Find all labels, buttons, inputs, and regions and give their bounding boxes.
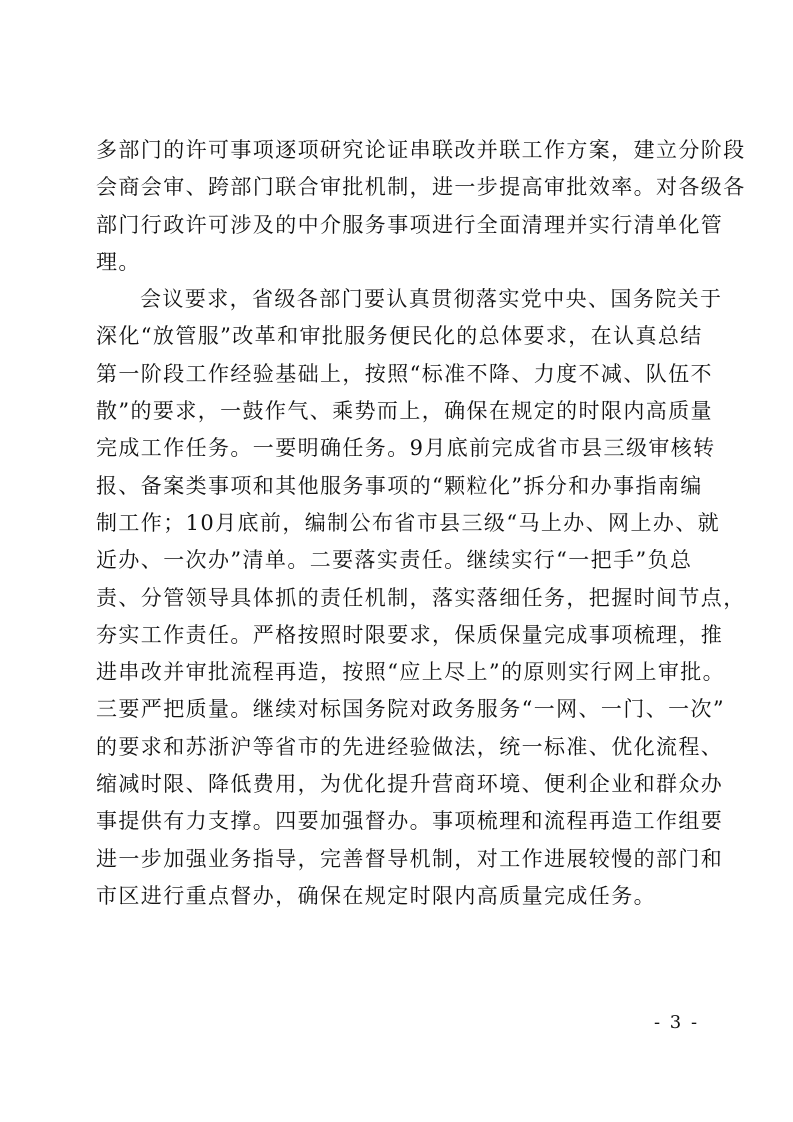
text-line: 进串改并审批流程再造，按照“应上尽上”的原则实行网上审批。 [96, 660, 726, 685]
text-line: 散”的要求，一鼓作气、乘势而上，确保在规定的时限内高质量 [96, 399, 713, 424]
text-line: 报、备案类事项和其他服务事项的“颗粒化”拆分和办事指南编 [96, 473, 703, 498]
text-line: 事提供有力支撑。四要加强督办。事项梳理和流程再造工作组要 [96, 809, 724, 834]
text-line: 责、分管领导具体抓的责任机制，落实落细任务，把握时间节点， [96, 585, 746, 610]
text-line: 夯实工作责任。严格按照时限要求，保质保量完成事项梳理，推 [96, 622, 724, 647]
page-number: - 3 - [654, 1012, 700, 1033]
text-line: 进一步加强业务指导，完善督导机制，对工作进展较慢的部门和 [96, 846, 724, 871]
text-line: 的要求和苏浙沪等省市的先进经验做法，统一标准、优化流程、 [96, 734, 724, 759]
text-line: 缩减时限、降低费用，为优化提升营商环境、便利企业和群众办 [96, 772, 724, 797]
text-line: 近办、一次办”清单。二要落实责任。继续实行“一把手”负总 [96, 548, 693, 573]
text-line: 部门行政许可涉及的中介服务事项进行全面清理并实行清单化管 [96, 212, 724, 237]
text-line: 会议要求，省级各部门要认真贯彻落实党中央、国务院关于 [140, 287, 723, 312]
text-line: 市区进行重点督办，确保在规定时限内高质量完成任务。 [96, 883, 656, 908]
body-text [96, 132, 746, 915]
text-line: 会商会审、跨部门联合审批机制，进一步提高审批效率。对各级各 [96, 175, 746, 200]
text-line: 理。 [96, 249, 141, 274]
text-line: 三要严把质量。继续对标国务院对政务服务“一网、一门、一次” [96, 697, 726, 722]
text-line: 第一阶段工作经验基础上，按照“标准不降、力度不减、队伍不 [96, 361, 713, 386]
text-line: 完成工作任务。一要明确任务。9月底前完成省市县三级审核转 [96, 436, 716, 461]
text-line: 深化“放管服”改革和审批服务便民化的总体要求，在认真总结 [96, 324, 703, 349]
text-line: 制工作；10月底前，编制公布省市县三级“马上办、网上办、就 [96, 510, 721, 535]
text-line: 多部门的许可事项逐项研究论证串联改并联工作方案，建立分阶段 [96, 138, 746, 162]
